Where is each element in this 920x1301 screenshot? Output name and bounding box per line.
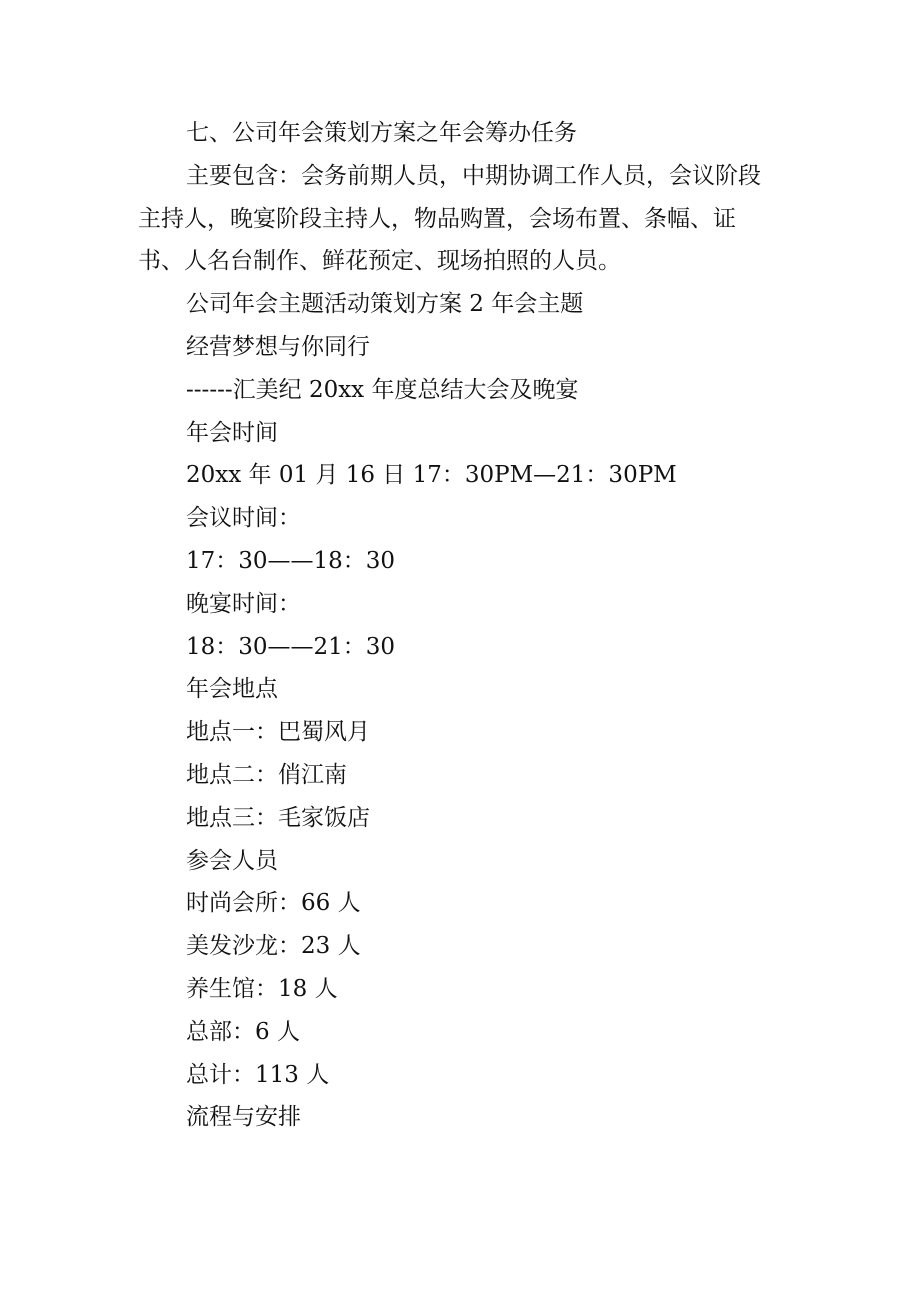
paragraph-line: 主持人，晚宴阶段主持人，物品购置，会场布置、条幅、证 (138, 205, 736, 232)
attendee-item: 美发沙龙：23 人 (186, 933, 361, 960)
section-label-attendees: 参会人员 (186, 847, 278, 874)
attendee-item: 时尚会所：66 人 (186, 890, 361, 917)
section-label-venue: 年会地点 (186, 676, 278, 703)
plan-title: 公司年会主题活动策划方案 2 年会主题 (186, 291, 584, 318)
document-body (138, 112, 788, 1139)
paragraph-line: 书、人名台制作、鲜花预定、现场拍照的人员。 (138, 248, 621, 275)
theme-subtitle: ------汇美纪 20xx 年度总结大会及晚宴 (186, 376, 579, 403)
section-label-time: 年会时间 (186, 419, 278, 446)
banquet-time-label: 晚宴时间： (186, 590, 301, 617)
venue-item: 地点三：毛家饭店 (186, 804, 370, 831)
attendee-item: 总部：6 人 (186, 1018, 300, 1045)
venue-item: 地点二：俏江南 (186, 761, 347, 788)
section-label-schedule: 流程与安排 (186, 1104, 301, 1131)
paragraph-line: 主要包含：会务前期人员，中期协调工作人员，会议阶段 (186, 162, 761, 189)
event-datetime: 20xx 年 01 月 16 日 17：30PM—21：30PM (186, 462, 677, 489)
banquet-time-value: 18：30——21：30 (186, 633, 396, 660)
section-heading-tasks: 七、公司年会策划方案之年会筹办任务 (186, 120, 577, 146)
attendee-total: 总计：113 人 (186, 1061, 330, 1088)
theme-text: 经营梦想与你同行 (186, 333, 370, 360)
meeting-time-label: 会议时间： (186, 505, 301, 532)
venue-item: 地点一：巴蜀风月 (186, 719, 370, 746)
attendee-item: 养生馆：18 人 (186, 975, 338, 1002)
meeting-time-value: 17：30——18：30 (186, 547, 396, 574)
